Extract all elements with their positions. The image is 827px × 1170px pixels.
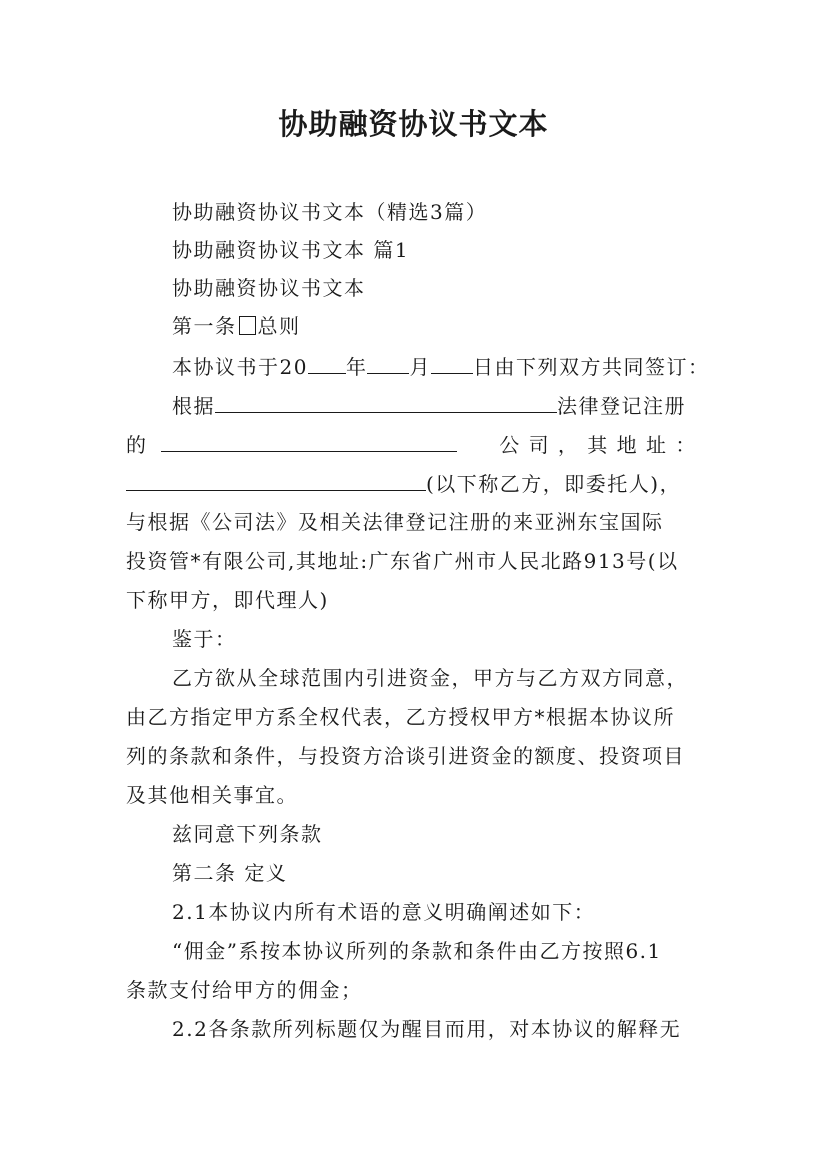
article-1-label: 第一条 [172,314,237,338]
party-b-line-3 [126,471,716,496]
article-1-title: 总则 [257,314,301,338]
commission-line-2: 条款支付给甲方的佣金； [126,978,363,1002]
whereas-line-1: 乙方欲从全球范围内引进资金，甲方与乙方双方同意， [172,666,688,690]
party-b-text-b: 法律登记注册 [557,394,686,418]
signing-text-a: 本协议书于20 [172,355,308,379]
party-a-line-1: 与根据《公司法》及相关法律登记注册的来亚洲东宝国际 [126,510,664,534]
document-subtitle: 协助融资协议书文本（精选3篇） [172,200,488,224]
whereas-line-2: 由乙方指定甲方系全权代表，乙方授权甲方*根据本协议所 [126,705,675,729]
signing-text-c: 月 [409,355,431,379]
article-1-heading [172,314,716,338]
company-blank [161,432,457,452]
commission-line-1: “佣金”系按本协议所列的条款和条件由乙方按照6.1 [172,939,662,963]
address-blank [126,471,426,491]
party-a-line-3: 下称甲方，即代理人) [126,588,329,612]
year-blank [308,354,346,374]
whereas-heading: 鉴于： [172,627,237,651]
signing-text-b: 年 [345,355,368,379]
party-b-line-1 [172,393,716,418]
document-title: 协助融资协议书文本 [278,107,549,141]
blank-box-icon [239,316,256,335]
party-a-line-2: 投资管*有限公司,其地址:广东省广州市人民北路913号(以 [126,549,679,573]
month-blank [367,354,409,374]
agreement-statement: 兹同意下列条款 [172,822,323,846]
day-blank [431,354,473,374]
party-b-line-2 [126,432,716,457]
law-blank [215,393,557,413]
document-name: 协助融资协议书文本 [172,276,366,300]
whereas-line-3: 列的条款和条件，与投资方洽谈引进资金的额度、投资项目 [126,744,685,768]
party-b-text-d: 公 司 ， 其 地 址 ： [499,433,697,457]
party-b-text-e: (以下称乙方，即委托人)， [426,472,682,496]
part-heading: 协助融资协议书文本 篇1 [172,238,410,262]
clause-2-2: 2.2各条款所列标题仅为醒目而用，对本协议的解释无 [172,1017,682,1041]
article-2-heading: 第二条 定义 [172,861,288,885]
party-b-text-c: 的 [126,433,148,457]
clause-2-1: 2.1本协议内所有术语的意义明确阐述如下： [172,900,596,924]
signing-date-line [172,354,716,379]
whereas-line-4: 及其他相关事宜。 [126,783,298,807]
party-b-text-a: 根据 [172,394,215,418]
signing-text-d: 日由下列双方共同签订： [472,355,710,379]
